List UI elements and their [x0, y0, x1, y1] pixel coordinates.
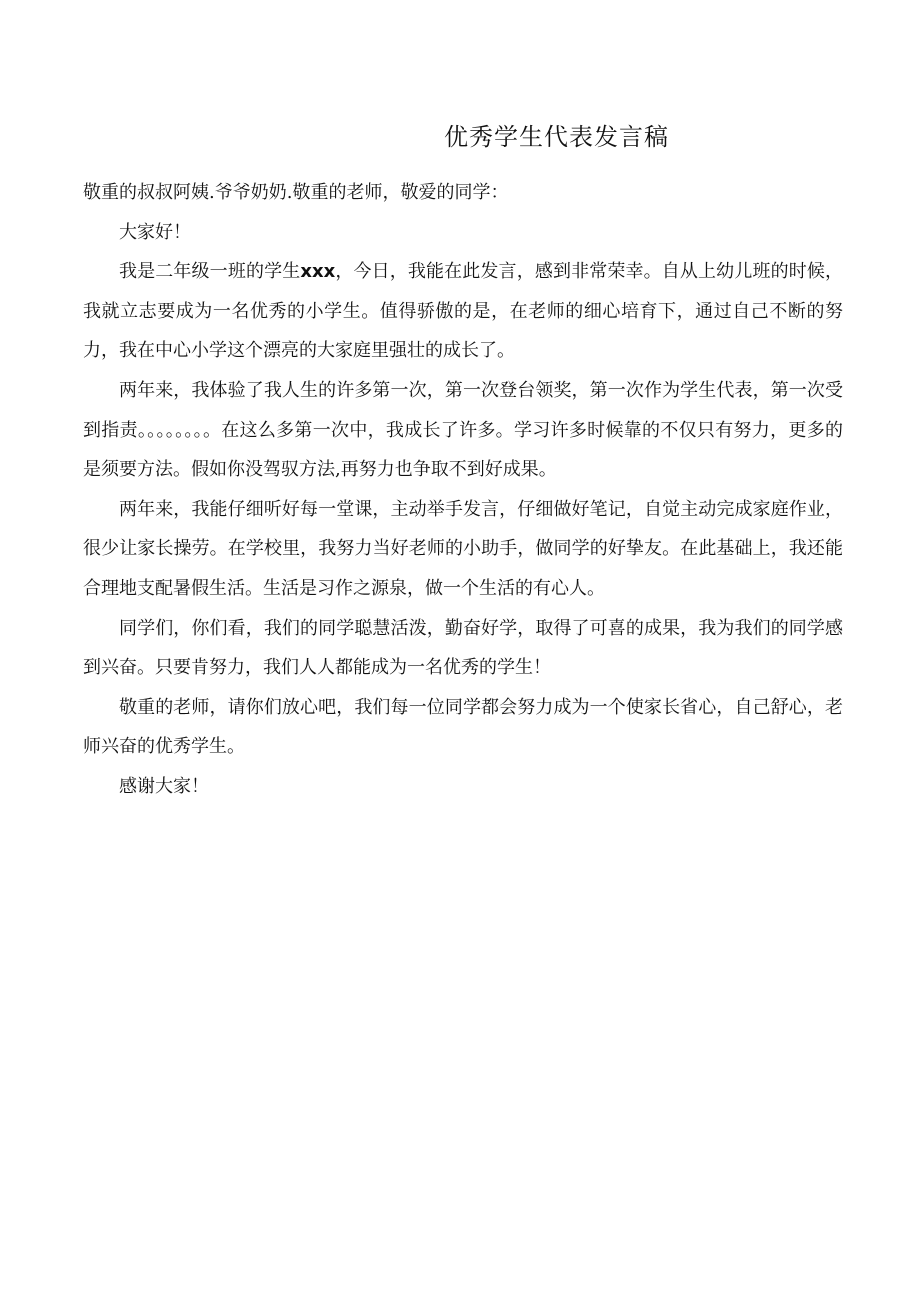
paragraph-introduction-rest: ，今日，我能在此发言，感到非常荣幸。自从上幼儿班的时候，我就立志要成为一名优秀的小学生。值得骄傲的是，在老师的细心培育下，通过自己不断的努力，我在中心小学这个漂亮的大家庭里强壮的成长了。 — [83, 261, 843, 362]
document-body — [83, 173, 843, 807]
paragraph-promise: 敬重的老师，请你们放心吧，我们每一位同学都会努力成为一个使家长省心，自己舒心，老师兴奋的优秀学生。 — [83, 696, 843, 758]
salutation-line: 大家好！ — [119, 221, 191, 243]
greeting-line: 敬重的叔叔阿姨.爷爷奶奶.敬重的老师，敬爱的同学： — [83, 182, 509, 203]
paragraph-introduction — [83, 252, 843, 371]
student-name: xxx — [300, 261, 336, 283]
document-title: 优秀学生代表发言稿 — [444, 123, 669, 151]
paragraph-introduction-lead: 我是二年级一班的学生 — [119, 261, 301, 283]
paragraph-habits: 两年来，我能仔细听好每一堂课，主动举手发言，仔细做好笔记，自觉主动完成家庭作业，很少让家长操劳。在学校里，我努力当好老师的小助手，做同学的好挚友。在此基础上，我还能合理地支配暑假生活。生活是习作之源泉，做一个生活的有心人。 — [83, 498, 843, 599]
paragraph-classmates: 同学们，你们看，我们的同学聪慧活泼，勤奋好学，取得了可喜的成果，我为我们的同学感到兴奋。只要肯努力，我们人人都能成为一名优秀的学生！ — [83, 617, 843, 679]
paragraph-firsts: 两年来，我体验了我人生的许多第一次，第一次登台领奖，第一次作为学生代表，第一次受到指责。。。。。。。。在这么多第一次中，我成长了许多。学习许多时候靠的不仅只有努力，更多的是须要方法。假如你没驾驭方法,再努力也争取不到好成果。 — [83, 379, 843, 481]
closing-line: 感谢大家！ — [119, 775, 209, 797]
